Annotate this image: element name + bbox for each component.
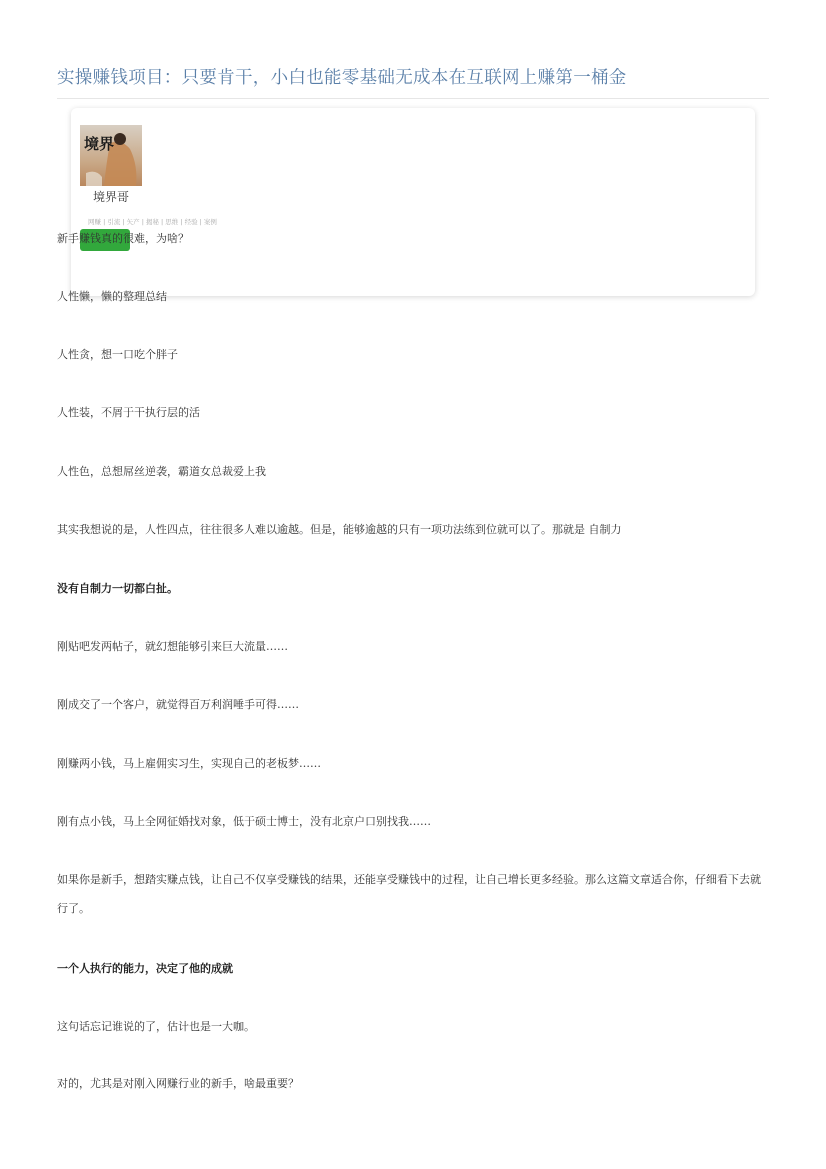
paragraph: 人性懒，懒的整理总结 (57, 290, 167, 303)
avatar-calligraphy: 境界 (84, 135, 115, 153)
paragraph: 人性装，不屑于干执行层的活 (57, 406, 200, 419)
bold-paragraph: 一个人执行的能力，决定了他的成就 (57, 962, 233, 975)
avatar-image (80, 125, 142, 186)
paragraph: 这句话忘记谁说的了，估计也是一大咖。 (57, 1020, 255, 1033)
paragraph: 人性色，总想屌丝逆袭，霸道女总裁爱上我 (57, 465, 266, 478)
author-name[interactable]: 境界哥 (92, 190, 129, 204)
title-divider (57, 98, 769, 99)
author-card (71, 108, 755, 296)
paragraph: 人性贪，想一口吃个胖子 (57, 348, 178, 361)
paragraph: 刚有点小钱，马上全网征婚找对象，低于硕士博士，没有北京户口别找我…… (57, 815, 431, 828)
paragraph: 新手赚钱真的很难，为啥？ (57, 232, 189, 245)
paragraph: 刚成交了一个客户，就觉得百万利润唾手可得…… (57, 698, 299, 711)
paragraph: 如果你是新手，想踏实赚点钱，让自己不仅享受赚钱的结果，还能享受赚钱中的过程，让自己增长更多经验。那么这篇文章适合你，仔细看下去就行了。 (57, 873, 761, 915)
article-title: 实操赚钱项目：只要肯干，小白也能零基础无成本在互联网上赚第一桶金 (57, 68, 627, 88)
author-tags: 网赚 | 引流 | 矢产 | 揭秘 | 思维 | 经验 | 案例 (88, 218, 217, 226)
paragraph: 刚赚两小钱，马上雇佣实习生，实现自己的老板梦…… (57, 757, 321, 770)
bold-paragraph: 没有自制力一切都白扯。 (57, 582, 178, 595)
paragraph: 其实我想说的是，人性四点，往往很多人难以逾越。但是，能够逾越的只有一项功法练到位就可以了。那就是 自制力 (57, 523, 622, 536)
author-avatar[interactable] (80, 125, 142, 186)
paragraph: 对的，尤其是对刚入网赚行业的新手，啥最重要？ (57, 1077, 299, 1090)
paragraph: 刚贴吧发两帖子，就幻想能够引来巨大流量…… (57, 640, 288, 653)
